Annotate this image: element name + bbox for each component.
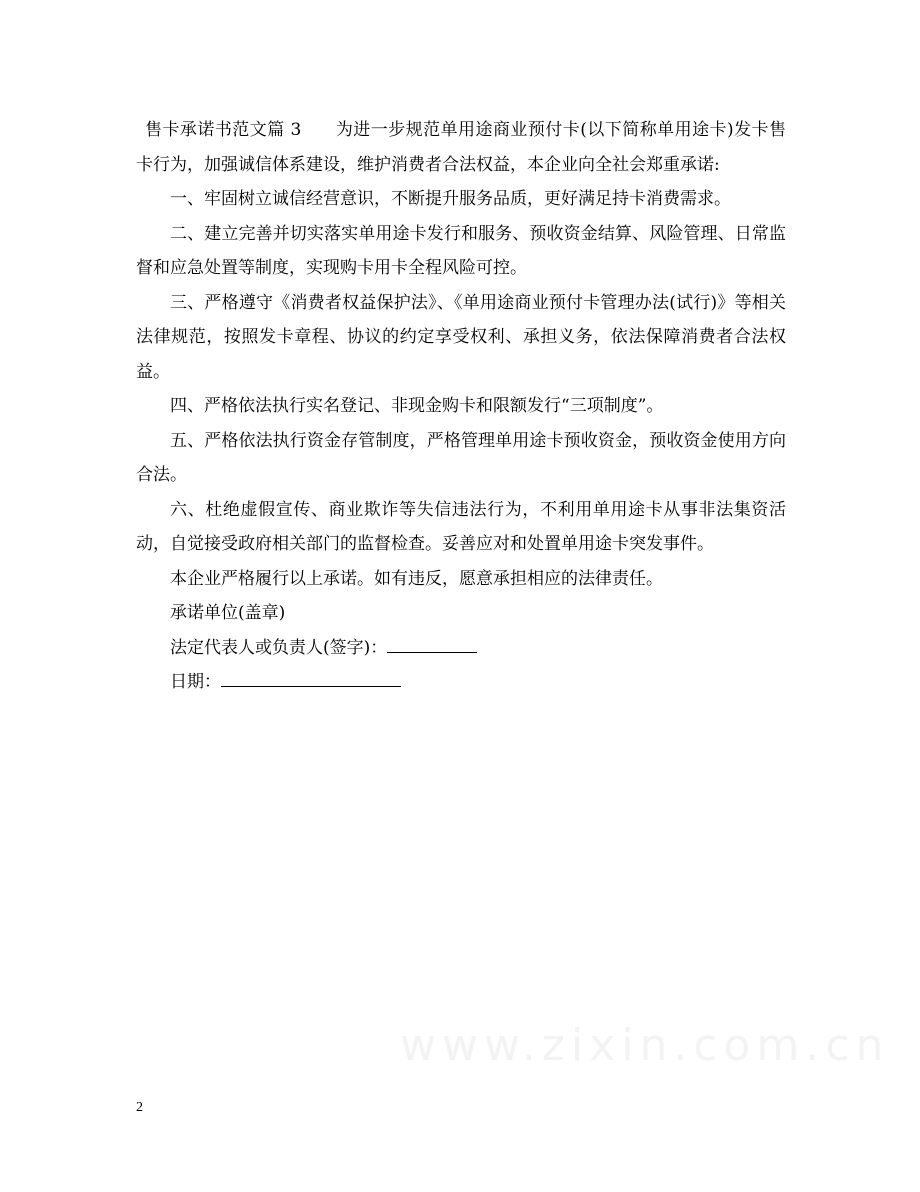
intro-paragraph [136, 113, 786, 182]
date-label: 日期： [170, 672, 221, 692]
commitment-paragraph-4: 四、严格依法执行实名登记、非现金购卡和限额发行“三项制度”。 [170, 396, 664, 416]
commitment-paragraph-5: 五、严格依法执行资金存管制度，严格管理单用途卡预收资金，预收资金使用方向合法。 [136, 430, 786, 485]
commitment-paragraph-3: 三、严格遵守《消费者权益保护法》、《单用途商业预付卡管理办法(试行)》等相关法律规范，按照发卡章程、协议的约定享受权利、承担义务，依法保障消费者合法权益。 [136, 292, 786, 382]
sign-unit-label: 承诺单位(盖章) [170, 603, 286, 623]
intro-text: 为进一步规范单用途商业预付卡(以下简称单用途卡)发卡售卡行为，加强诚信体系建设，维护消费者合法权益，本企业向全社会郑重承诺: [136, 120, 786, 175]
commitment-paragraph-2: 二、建立完善并切实落实单用途卡发行和服务、预收资金结算、风险管理、日常监督和应急处置等制度，实现购卡用卡全程风险可控。 [136, 223, 786, 278]
commitment-paragraph-1: 一、牢固树立诚信经营意识，不断提升服务品质，更好满足持卡消费需求。 [170, 189, 731, 209]
commitment-paragraph-6: 六、杜绝虚假宣传、商业欺诈等失信违法行为，不利用单用途卡从事非法集资活动，自觉接受政府相关部门的监督检查。妥善应对和处置单用途卡突发事件。 [136, 499, 786, 554]
signature-line [136, 631, 786, 666]
document-title: 售卡承诺书范文篇 3 [145, 120, 302, 140]
date-line [136, 665, 786, 700]
document-body [136, 113, 786, 700]
signature-blank [387, 634, 477, 653]
closing-statement: 本企业严格履行以上承诺。如有违反，愿意承担相应的法律责任。 [170, 568, 663, 589]
signature-label: 法定代表人或负责人(签字)： [170, 637, 388, 658]
watermark: www.zixin.com.cn [400, 1020, 890, 1071]
page-number: 2 [136, 1100, 143, 1115]
date-blank [221, 668, 401, 687]
